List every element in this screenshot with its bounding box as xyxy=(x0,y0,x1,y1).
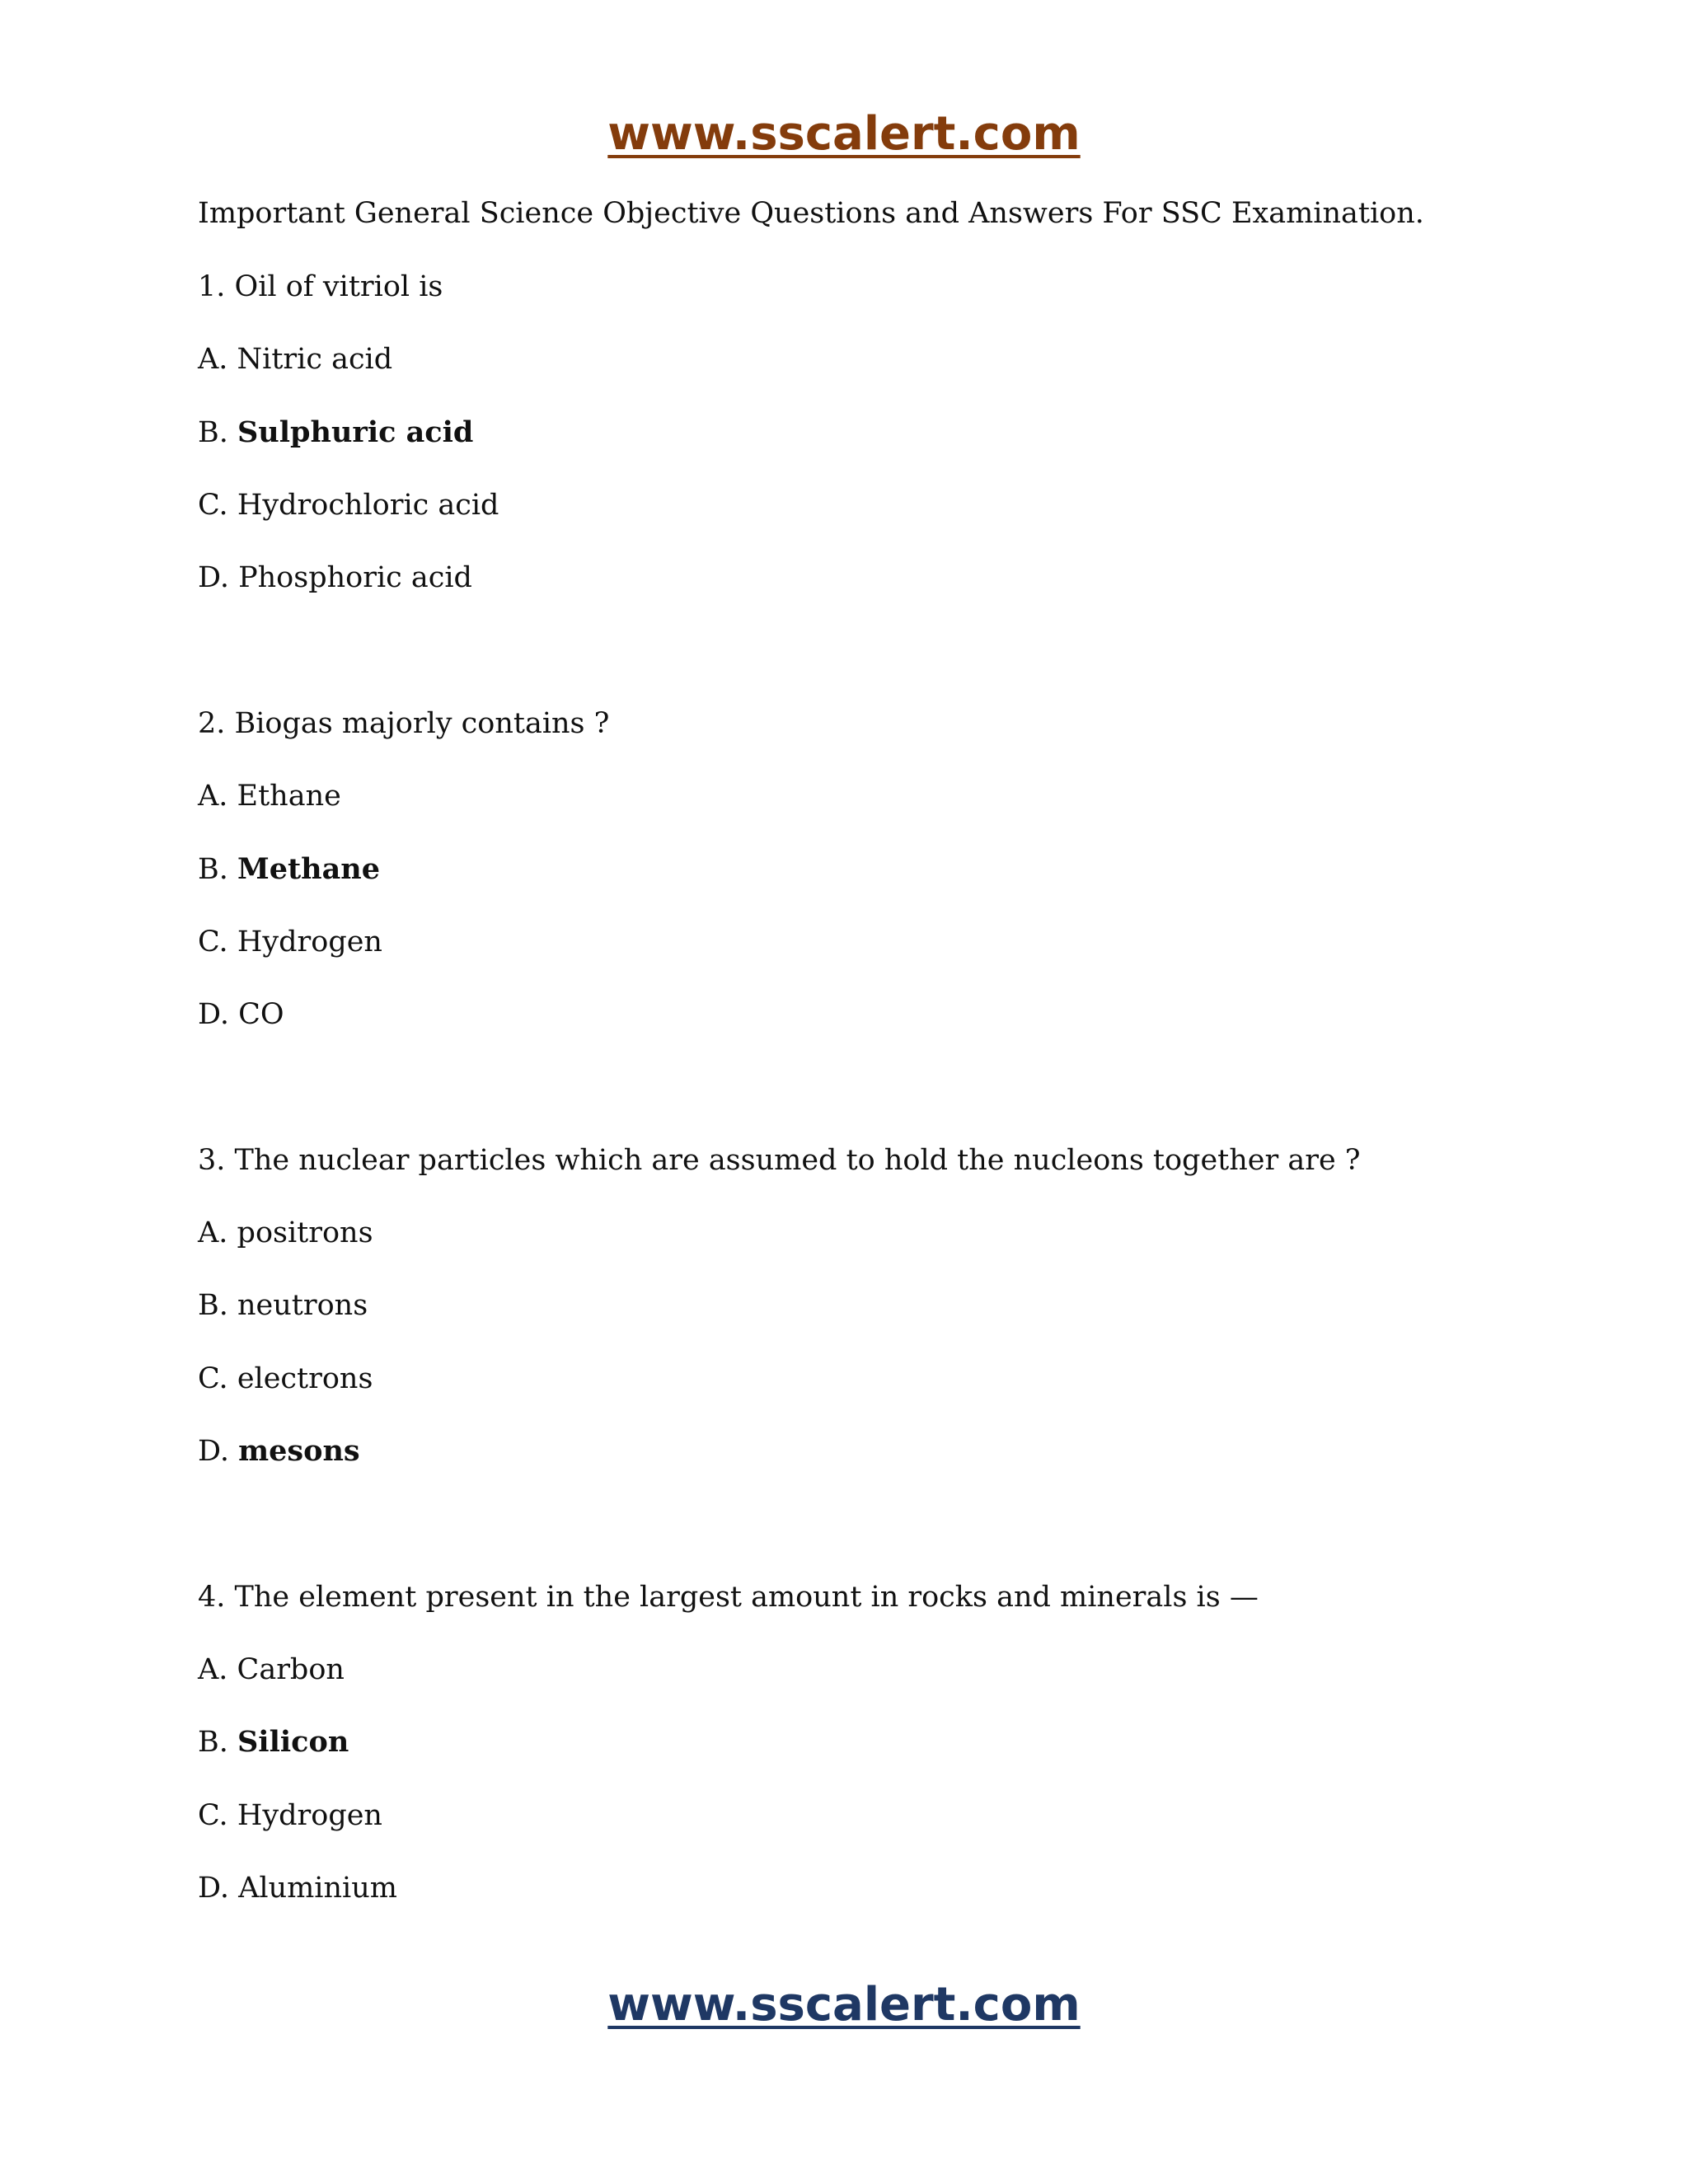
footer xyxy=(0,1976,1688,2034)
q4-option-c: C. Hydrogen xyxy=(198,1799,382,1832)
header-site-link[interactable]: www.sscalert.com xyxy=(607,107,1081,161)
q3-option-b: B. neutrons xyxy=(198,1289,368,1322)
question-1-text: 1. Oil of vitriol is xyxy=(198,270,443,303)
question-4-text: 4. The element present in the largest amount in rocks and minerals is — xyxy=(198,1581,1259,1614)
q3-option-c: C. electrons xyxy=(198,1362,373,1395)
question-3-text: 3. The nuclear particles which are assumed to hold the nucleons together are ? xyxy=(198,1144,1361,1177)
q1-option-d: D. Phosphoric acid xyxy=(198,561,472,594)
q2-option-b-answer: B. Methane xyxy=(198,852,381,886)
q2-option-a: A. Ethane xyxy=(198,780,341,813)
q1-option-c: C. Hydrochloric acid xyxy=(198,489,499,522)
q2-option-c: C. Hydrogen xyxy=(198,926,382,958)
q2-option-d: D. CO xyxy=(198,998,284,1031)
q4-option-d: D. Aluminium xyxy=(198,1872,397,1905)
q4-option-a: A. Carbon xyxy=(198,1653,345,1686)
q1-option-b-answer: B. Sulphuric acid xyxy=(198,415,474,449)
q1-option-a: A. Nitric acid xyxy=(198,343,393,376)
intro-text: Important General Science Objective Questions and Answers For SSC Examination. xyxy=(198,197,1424,230)
footer-site-link[interactable]: www.sscalert.com xyxy=(607,1978,1081,2032)
q3-option-d-answer: D. mesons xyxy=(198,1434,360,1468)
q4-option-b-answer: B. Silicon xyxy=(198,1725,349,1759)
header xyxy=(0,105,1688,163)
q3-option-a: A. positrons xyxy=(198,1216,373,1249)
question-2-text: 2. Biogas majorly contains ? xyxy=(198,707,610,740)
